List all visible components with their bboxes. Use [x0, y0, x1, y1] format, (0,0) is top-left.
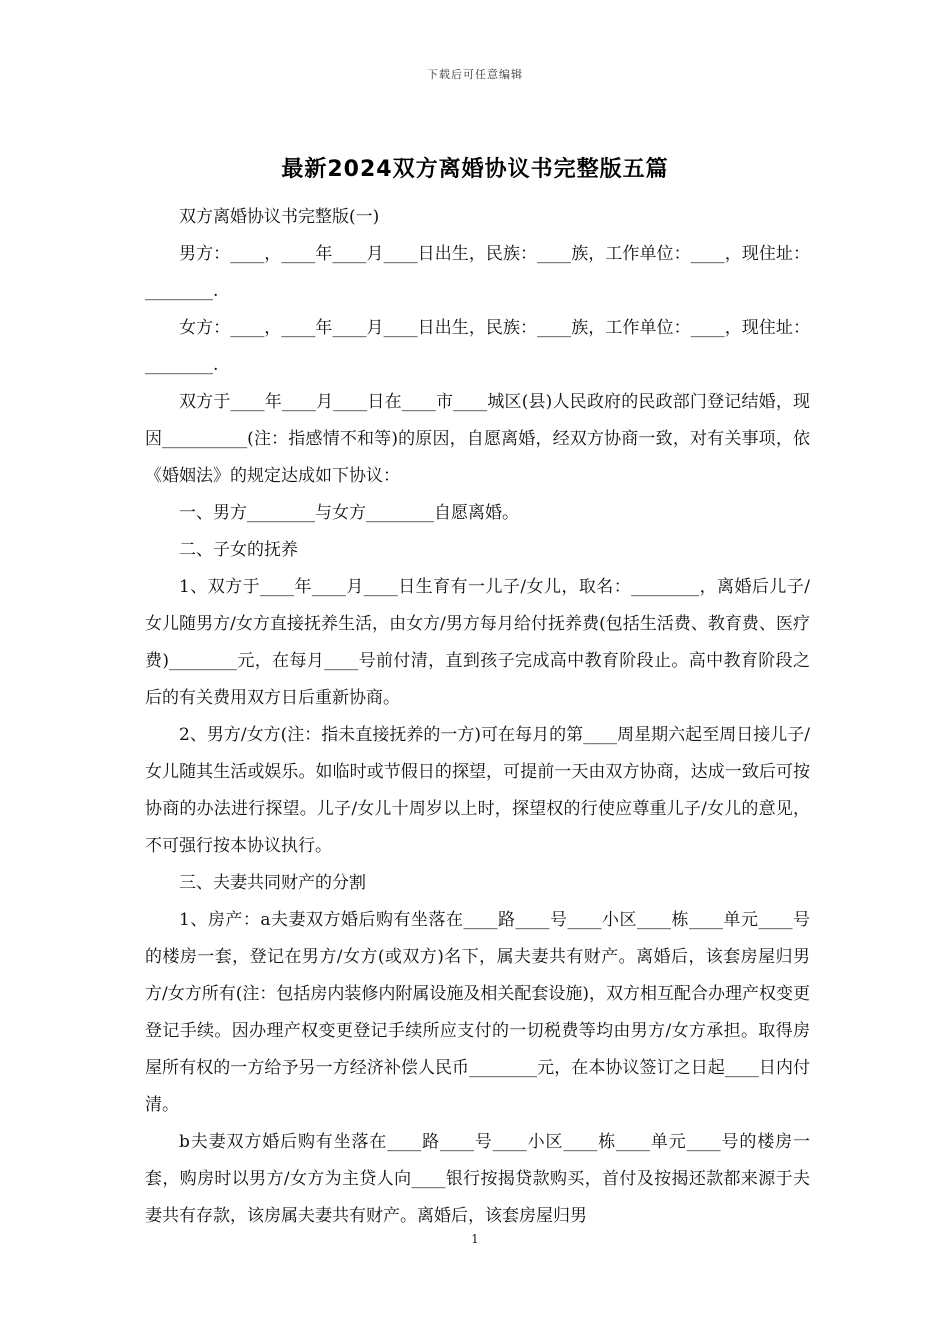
- clause-heading-child-custody: 二、子女的抚养: [179, 540, 298, 560]
- page-header-note: 下载后可任意编辑: [427, 68, 523, 81]
- clause-visitation: 2、男方/女方(注：指未直接抚养的一方)可在每月的第____周星期六起至周日接儿子/女儿随其生活或娱乐。如临时或节假日的探望，可提前一天由双方协商，达成一致后可按协商的办法进行探望。儿子/女儿十周岁以上时，探望权的行使应尊重儿子/女儿的意见，不可强行按本协议执行。: [145, 725, 810, 856]
- paragraph-marriage-registration: 双方于____年____月____日在____市____城区(县)人民政府的民政部门登记结婚，现因__________(注：指感情不和等)的原因，自愿离婚，经双方协商一致，对有关事项，依《婚姻法》的规定达成如下协议：: [145, 392, 810, 486]
- clause-child-support: 1、双方于____年____月____日生育有一儿子/女儿，取名：________，离婚后儿子/女儿随男方/女方直接抚养生活，由女方/男方每月给付抚养费(包括生活费、教育费、医疗费)________元，在每月____号前付清，直到孩子完成高中教育阶段止。高中教育阶段之后的有关费用双方日后重新协商。: [145, 577, 810, 708]
- paragraph-wife-info: 女方：____，____年____月____日出生，民族：____族，工作单位：____，现住址：________.: [145, 318, 810, 375]
- paragraph-husband-info: 男方：____，____年____月____日出生，民族：____族，工作单位：____，现住址：________.: [145, 244, 810, 301]
- clause-property-house-a: 1、房产：a夫妻双方婚后购有坐落在____路____号____小区____栋____单元____号的楼房一套，登记在男方/女方(或双方)名下，属夫妻共有财产。离婚后，该套房屋归男方/女方所有(注：包括房内装修内附属设施及相关配套设施)，双方相互配合办理产权变更登记手续。因办理产权变更登记手续所应支付的一切税费等均由男方/女方承担。取得房屋所有权的一方给予另一方经济补偿人民币________元，在本协议签订之日起____日内付清。: [145, 910, 810, 1115]
- clause-heading-property-division: 三、夫妻共同财产的分割: [179, 873, 366, 893]
- document-body: [145, 199, 810, 1235]
- clause-voluntary-divorce: 一、男方________与女方________自愿离婚。: [179, 503, 519, 523]
- clause-property-house-b: b夫妻双方婚后购有坐落在____路____号____小区____栋____单元____号的楼房一套，购房时以男方/女方为主贷人向____银行按揭贷款购买，首付及按揭还款都来源于夫妻共有存款，该房属夫妻共有财产。离婚后，该套房屋归男: [145, 1132, 810, 1226]
- page-number: 1: [471, 1232, 479, 1246]
- document-title: 最新2024双方离婚协议书完整版五篇: [281, 157, 669, 182]
- section-heading-version-one: 双方离婚协议书完整版(一): [179, 207, 380, 227]
